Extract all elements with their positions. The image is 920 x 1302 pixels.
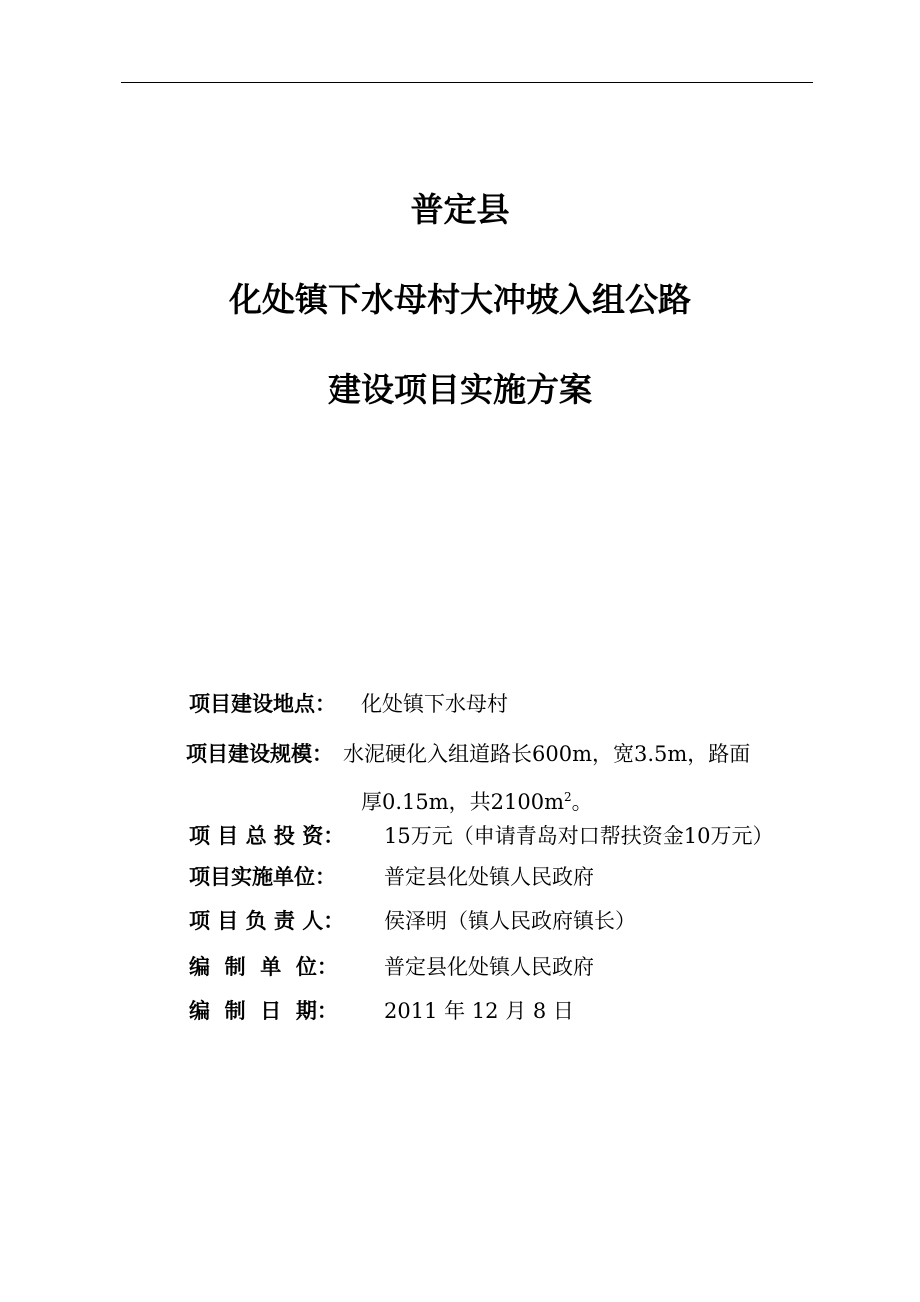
date-value: 2011 年 12 月 8 日 <box>384 999 574 1023</box>
header-rule <box>121 82 813 83</box>
compiler-label: 编 制 单 位： <box>189 955 338 979</box>
scale-label: 项目建设规模： <box>186 742 333 766</box>
scale-value-line2-prefix: 厚0.15m，共2100m <box>361 790 565 814</box>
scale-value-line2 <box>361 788 593 816</box>
implementer-label: 项目实施单位： <box>189 865 336 889</box>
date-label: 编 制 日 期： <box>189 999 338 1023</box>
title-document-type: 建设项目实施方案 <box>328 370 592 409</box>
person-label: 项 目 负 责 人： <box>189 909 345 933</box>
person-value: 侯泽明（镇人民政府镇长） <box>384 909 636 933</box>
scale-value-line2-sup: 2 <box>564 790 572 804</box>
scale-value-line1: 水泥硬化入组道路长600m，宽3.5m，路面 <box>343 742 751 766</box>
location-value: 化处镇下水母村 <box>361 692 508 716</box>
title-project-name: 化处镇下水母村大冲坡入组公路 <box>229 280 691 319</box>
implementer-value: 普定县化处镇人民政府 <box>384 865 594 889</box>
location-label: 项目建设地点： <box>189 692 336 716</box>
investment-value: 15万元（申请青岛对口帮扶资金10万元） <box>384 824 774 848</box>
investment-label: 项 目 总 投 资： <box>189 824 345 848</box>
compiler-value: 普定县化处镇人民政府 <box>384 955 594 979</box>
title-county: 普定县 <box>410 190 510 229</box>
scale-value-line2-suffix: 。 <box>571 790 593 814</box>
